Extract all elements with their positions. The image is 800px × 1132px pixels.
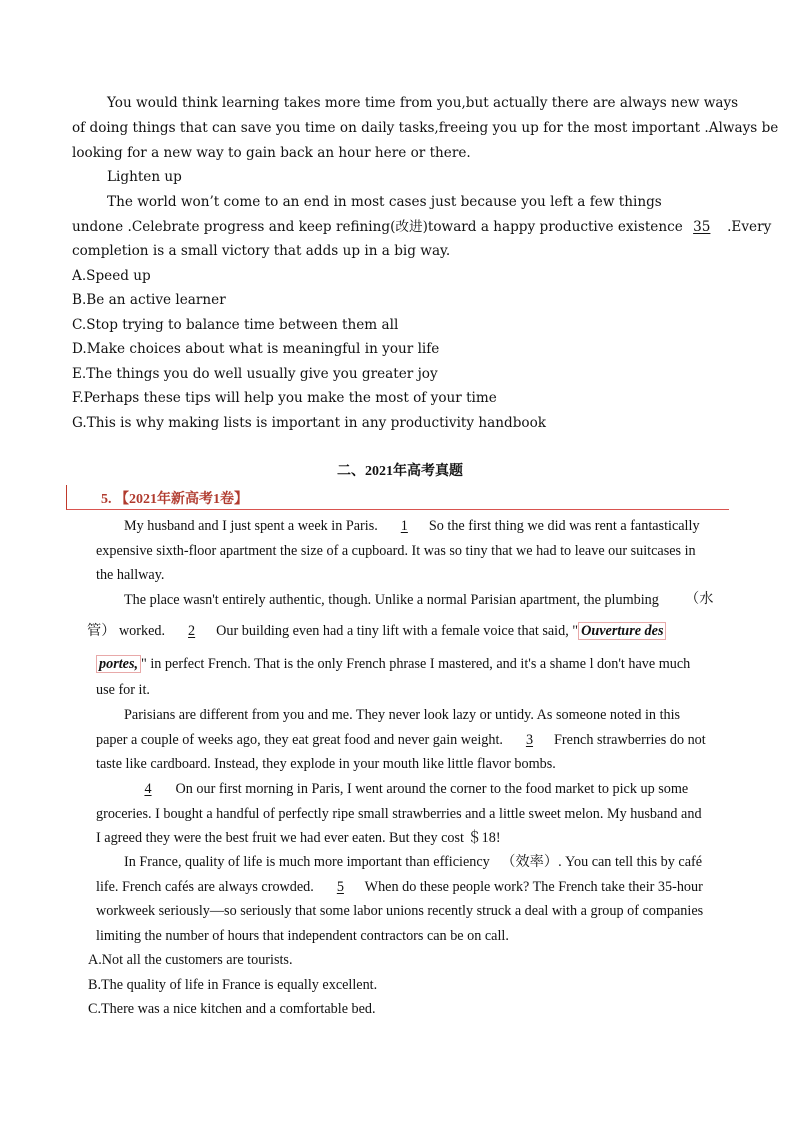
paragraph-line: use for it. [96,682,150,698]
paragraph-line [87,622,666,640]
paragraph-line: completion is a small victory that adds up in a big way. [72,243,451,259]
text-run: paper a couple of weeks ago, they eat great food and never gain weight. [96,732,503,748]
text-run: .Every [727,219,772,235]
text-run: On our first morning in Paris, I went around the corner to the food market to pick up some [175,781,689,797]
paragraph-line: limiting the number of hours that independent contractors can be on call. [96,928,509,944]
blank-5: 5 [336,879,344,895]
paragraph-line [124,517,700,535]
paragraph-line [96,829,501,847]
blank-2: 2 [188,623,196,639]
text-run: undone .Celebrate progress and keep refining(改进)toward a happy productive existence [72,219,683,235]
text-run: Our building even had a tiny lift with a female voice that said, " [216,623,579,639]
text-run: " in perfect French. That is the only French phrase I mastered, and it's a shame l don't have much [141,656,691,672]
section-heading: 二、2021年高考真题 [337,464,463,479]
paragraph-line: The place wasn't entirely authentic, though. Unlike a normal Parisian apartment, the plumbing [124,592,659,608]
text-run: . You can tell this by café [558,854,703,870]
option-item: E.The things you do well usually give you greater joy [72,366,438,382]
paragraph-line: the hallway. [96,567,165,583]
text-run: （水 [685,591,714,607]
text-run: French strawberries do not [554,732,706,748]
paragraph-line: groceries. I bought a handful of perfectly ripe small strawberries and a little sweet melon. My husband and [96,806,702,822]
blank-35: 35 [693,219,711,235]
paragraph-line [96,731,706,749]
option-item: B.The quality of life in France is equally excellent. [88,977,378,993]
text-run: life. French cafés are always crowded. [96,879,314,895]
paragraph-line [96,655,690,673]
blank-1: 1 [400,518,408,534]
paragraph-line: You would think learning takes more time from you,but actually there are always new ways [107,95,739,111]
paragraph-line: The world won’t come to an end in most cases just because you left a few things [107,194,662,210]
paragraph-line: looking for a new way to gain back an hour here or there. [72,145,471,161]
option-item: A.Not all the customers are tourists. [88,952,293,968]
text-run: worked. [118,623,166,639]
highlighted-phrase: Ouverture des [578,622,666,640]
question-label: 5. 【2021年新高考1卷】 [101,492,248,507]
text-run: My husband and I just spent a week in Paris. [124,518,378,534]
paragraph-line: of doing things that can save you time on daily tasks,freeing you up for the most important .Always be [72,120,779,136]
option-item: A.Speed up [72,268,151,284]
paragraph-line: taste like cardboard. Instead, they explode in your mouth like little flavor bombs. [96,756,556,772]
option-item: F.Perhaps these tips will help you make the most of your time [72,390,497,406]
option-item: C.Stop trying to balance time between them all [72,317,399,333]
highlighted-phrase: portes, [96,655,141,673]
paragraph-line: Parisians are different from you and me. They never look lazy or untidy. As someone noted in this [124,707,681,723]
section-subtitle: Lighten up [107,169,182,185]
blank-4: 4 [144,781,152,797]
blank-3: 3 [525,732,534,748]
question-header [66,485,729,510]
price: ＄18! [467,830,501,846]
option-item: C.There was a nice kitchen and a comfortable bed. [88,1001,376,1017]
paragraph-line: workweek seriously—so seriously that some labor unions recently struck a deal with a group of companies [96,903,704,919]
text-run: 管） [87,623,116,639]
option-item: G.This is why making lists is important in any productivity handbook [72,415,547,431]
text-run: So the first thing we did was rent a fantastically [428,518,700,534]
text-run: （效率） [501,854,559,870]
text-run: In France, quality of life is much more important than efficiency [124,854,490,870]
paragraph-line [124,780,688,798]
option-item: B.Be an active learner [72,292,226,308]
paragraph-line [96,878,703,896]
text-run: When do these people work? The French take their 35-hour [364,879,703,895]
paragraph-line [72,218,771,236]
paragraph-line [124,853,702,871]
option-item: D.Make choices about what is meaningful in your life [72,341,440,357]
text-run: I agreed they were the best fruit we had ever eaten. But they cost [96,830,464,846]
paragraph-line: expensive sixth-floor apartment the size of a cupboard. It was so tiny that we had to leave our suitcases in [96,543,696,559]
